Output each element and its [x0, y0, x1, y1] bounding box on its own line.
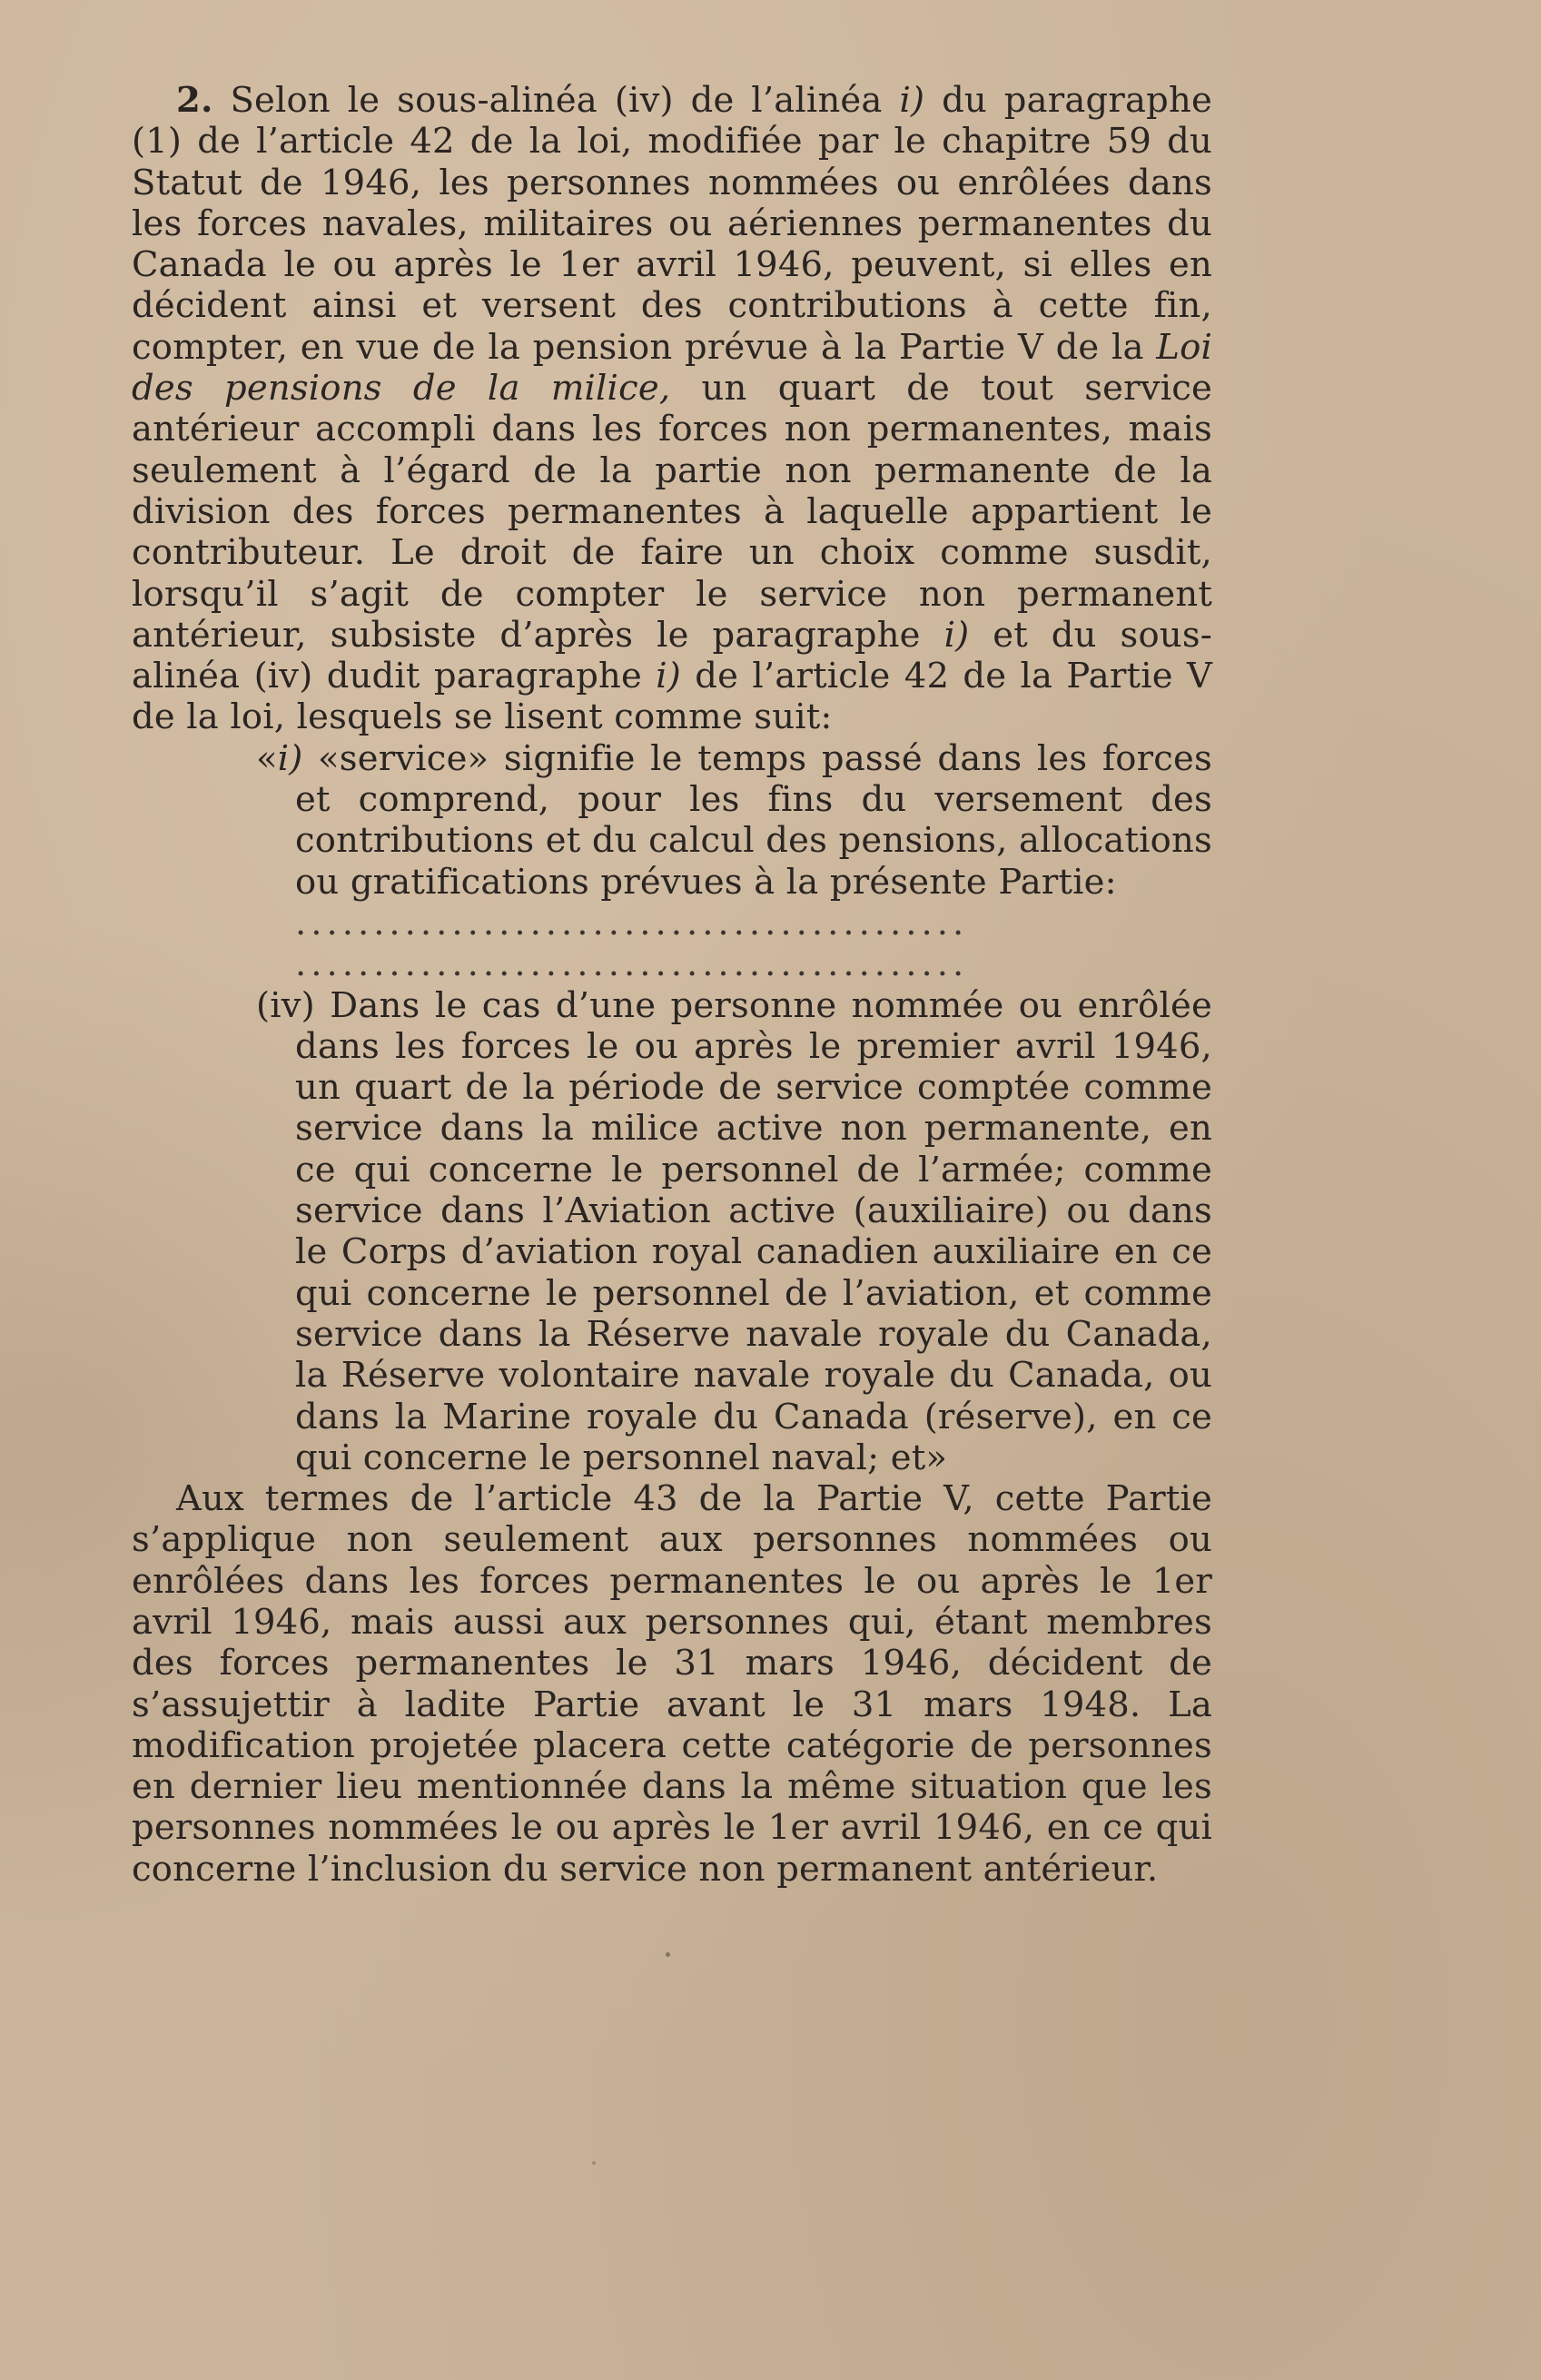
definition-reference: i)	[277, 737, 303, 779]
paragraph-number: 2.	[176, 80, 213, 121]
paragraph-1	[132, 80, 1212, 738]
reference-i-3: i)	[656, 656, 682, 697]
subparagraph-reference: (iv)	[256, 984, 315, 1026]
paper-speck	[666, 1952, 670, 1957]
paragraph-1-text-e: de l’article 42 de la Partie V de la loi, lesquels se lisent comme suit:	[132, 656, 1212, 738]
paper-speck	[592, 2161, 596, 2165]
omission-dots-1: ...........................................	[295, 902, 969, 943]
quoted-definition	[132, 738, 1212, 903]
paragraph-1-text-c: un quart de tout service antérieur accompli dans les forces non permanentes, mais seulement à l’égard de la partie non permanente de la division des forces permanentes à laquelle appartient le contributeur. Le droit de faire un choix comme susdit, lorsqu’il s’agit de compter le service non permanent antérieur, subsiste d’après le paragraphe	[132, 368, 1212, 656]
paragraph-1-text-d: et du sous-alinéa (iv) dudit paragraphe	[132, 614, 1212, 697]
quote-open-mark: «	[256, 737, 278, 779]
quoted-provision	[132, 738, 1212, 1478]
paragraph-1-text-a: Selon le sous-alinéa (iv) de l’alinéa	[230, 80, 883, 121]
paragraph-1-text-b: du paragraphe (1) de l’article 42 de la loi, modifiée par le chapitre 59 du Statut de 1946, les personnes nommées ou enrôlées dans les forces navales, militaires ou aériennes permanentes du Canada le ou après le 1er avril 1946, peuvent, si elles en décident ainsi et versent des contributions à cette fin, compter, en vue de la pension prévue à la Partie V de la	[132, 80, 1212, 368]
reference-i-1: i)	[899, 80, 925, 121]
subparagraph-text: Dans le cas d’une personne nommée ou enrôlée dans les forces le ou après le premier avril 1946, un quart de la période de service comptée comme service dans la milice active non permanente, en ce qui concerne le personnel de l’armée; comme service dans l’Aviation active (auxiliaire) ou dans le Corps d’aviation royal canadien auxiliaire en ce qui concerne le personnel de l’aviation, et comme service dans la Réserve navale royale du Canada, la Réserve volontaire navale royale du Canada, ou dans la Marine royale du Canada (réserve), en ce qui concerne le personnel naval; et»	[295, 984, 1212, 1478]
definition-text: «service» signifie le temps passé dans les forces et comprend, pour les fins du versement des contributions et du calcul des pensions, allocations ou gratifications prévues à la présente Partie:	[295, 737, 1212, 903]
document-body	[132, 80, 1212, 1890]
reference-i-2: i)	[943, 614, 970, 656]
act-title: Loi des pensions de la milice,	[132, 326, 1212, 410]
omission-dots-2: ...........................................	[295, 943, 969, 985]
quoted-subparagraph-iv	[132, 985, 1212, 1479]
paragraph-2: Aux termes de l’article 43 de la Partie V, cette Partie s’applique non seulement aux personnes nommées ou enrôlées dans les forces permanentes le ou après le 1er avril 1946, mais aussi aux personnes qui, étant membres des forces permanentes le 31 mars 1946, décident de s’assujettir à ladite Partie avant le 31 mars 1948. La modification projetée placera cette catégorie de personnes en dernier lieu mentionnée dans la même situation que les personnes nommées le ou après le 1er avril 1946, en ce qui concerne l’inclusion du service non permanent antérieur.	[132, 1478, 1212, 1890]
